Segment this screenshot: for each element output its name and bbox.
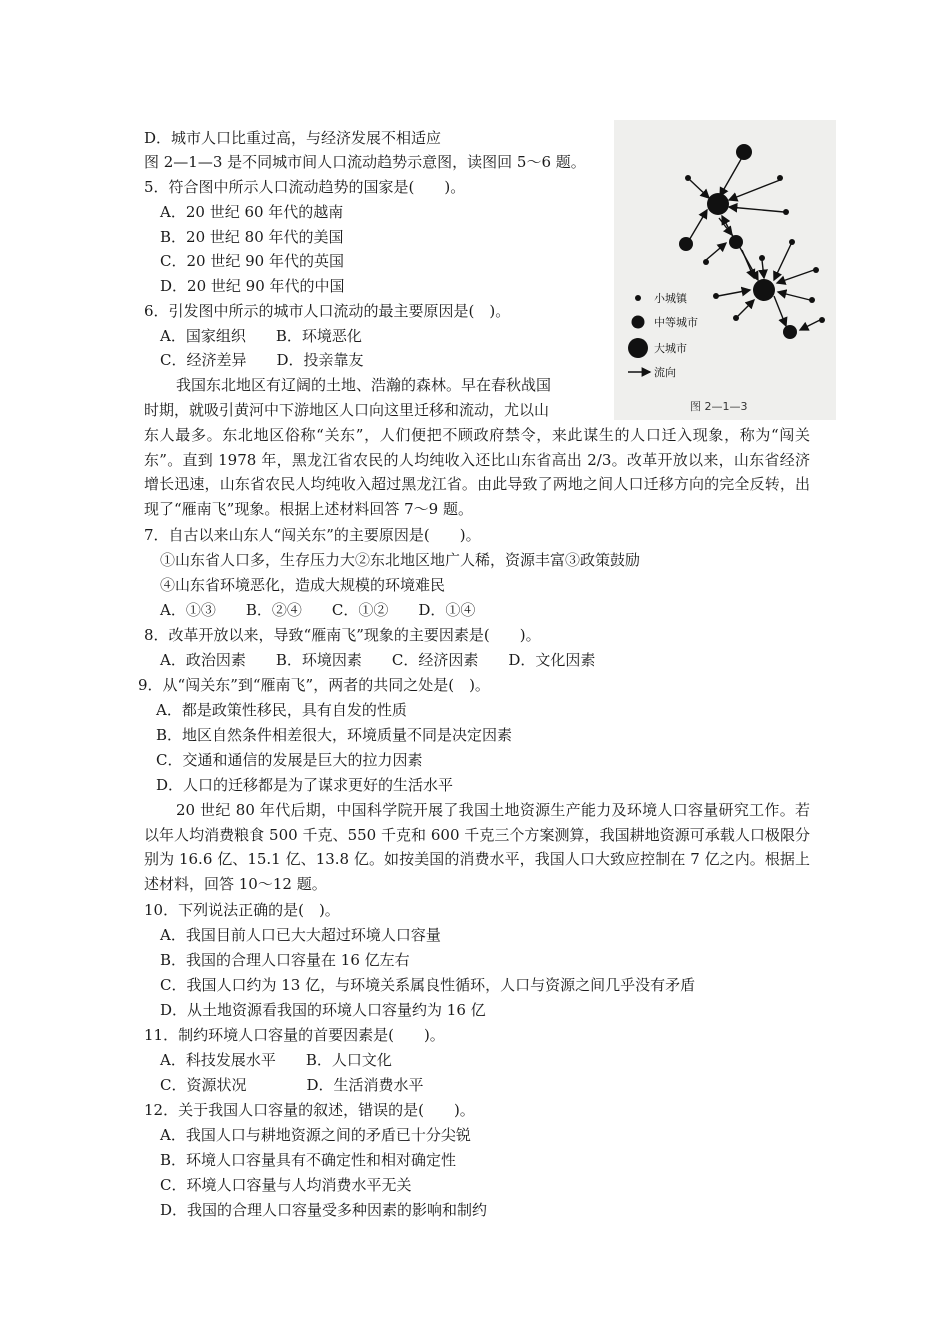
question-9-option-b: B．地区自然条件相差很大，环境质量不同是决定因素: [156, 726, 513, 744]
question-7-statements-1: ①山东省人口多，生存压力大②东北地区地广人稀，资源丰富③政策鼓励: [160, 551, 641, 569]
question-12-option-d: D．我国的合理人口容量受多种因素的影响和制约: [160, 1201, 488, 1219]
question-8-options: A．政治因素 B．环境因素 C．经济因素 D．文化因素: [160, 651, 596, 669]
question-7-statements-2: ④山东省环境恶化，造成大规模的环境难民: [160, 576, 446, 594]
legend-medium-symbol: [632, 316, 645, 329]
population-flow-figure: [614, 120, 836, 420]
question-9-option-a: A．都是政策性移民，具有自发的性质: [156, 701, 407, 719]
question-5-option-d: D．20 世纪 90 年代的中国: [160, 277, 345, 295]
question-10-option-a: A．我国目前人口已大大超过环境人口容量: [160, 926, 441, 944]
question-10: 10．下列说法正确的是( )。: [144, 901, 340, 919]
option-d-previous: D．城市人口比重过高，与经济发展不相适应: [144, 129, 442, 147]
question-7-options: A．①③ B．②④ C．①② D．①④: [160, 601, 476, 619]
question-5-option-b: B．20 世纪 80 年代的美国: [160, 228, 344, 246]
legend-small-town: 小城镇: [654, 292, 687, 305]
question-10-option-c: C．我国人口约为 13 亿，与环境关系属良性循环，人口与资源之间几乎没有矛盾: [160, 976, 696, 994]
question-9-option-d: D．人口的迁移都是为了谋求更好的生活水平: [156, 776, 454, 794]
figure-legend: [628, 291, 698, 379]
legend-large-symbol: [628, 338, 648, 358]
figure-intro: 图 2—1—3 是不同城市间人口流动趋势示意图，读图回 5～6 题。: [144, 153, 586, 171]
population-flow-diagram: [614, 120, 836, 420]
question-7: 7．自古以来山东人“闯关东”的主要原因是( )。: [144, 526, 481, 544]
question-9-option-c: C．交通和通信的发展是巨大的拉力因素: [156, 751, 423, 769]
question-5: 5．符合图中所示人口流动趋势的国家是( )。: [144, 178, 466, 196]
question-6-options-ab: A．国家组织 B．环境恶化: [160, 327, 362, 345]
question-12: 12．关于我国人口容量的叙述，错误的是( )。: [144, 1101, 475, 1119]
question-6-options-cd: C．经济差异 D．投亲靠友: [160, 351, 364, 369]
question-10-option-d: D．从土地资源看我国的环境人口容量约为 16 亿: [160, 1001, 486, 1019]
question-9: 9．从“闯关东”到“雁南飞”，两者的共同之处是( )。: [138, 676, 490, 694]
passage-1-line-1: 我国东北地区有辽阔的土地、浩瀚的森林。早在春秋战国: [176, 376, 552, 394]
question-11-options-ab: A．科技发展水平 B．人口文化: [160, 1051, 392, 1069]
passage-1-line-2: 时期，就吸引黄河中下游地区人口向这里迁移和流动，尤以山: [144, 401, 550, 419]
question-5-option-c: C．20 世纪 90 年代的英国: [160, 252, 344, 270]
legend-large-city: 大城市: [654, 342, 687, 355]
legend-medium-city: 中等城市: [654, 316, 698, 329]
legend-small-symbol: [635, 295, 641, 301]
question-6: 6．引发图中所示的城市人口流动的最主要原因是( )。: [144, 302, 511, 320]
figure-caption: 图 2—1—3: [690, 400, 748, 413]
question-12-option-a: A．我国人口与耕地资源之间的矛盾已十分尖锐: [160, 1126, 471, 1144]
question-8: 8．改革开放以来，导致“雁南飞”现象的主要因素是( )。: [144, 626, 541, 644]
passage-1-rest: 东人最多。东北地区俗称“关东”，人们便把不顾政府禁令，来此谋生的人口迁入现象，称为“闯关东”。直到 1978 年，黑龙江省农民的人均纯收入还比山东省高出 2/3。改革开放以来，山东省经济增长迅速，山东省农民人均纯收入超过黑龙江省。由此导致了两地之间人口迁移方向的完全反转，出现了“雁南飞”现象。根据上述材料回答 7～9 题。: [144, 426, 810, 518]
passage-2: 20 世纪 80 年代后期，中国科学院开展了我国土地资源生产能力及环境人口容量研究工作。若以年人均消费粮食 500 千克、550 千克和 600 千克三个方案测算，我国耕地资源可承载人口极限分别为 16.6 亿、15.1 亿、13.8 亿。如按美国的消费水平，我国人口大致应控制在 7 亿之内。根据上述材料，回答 10～12 题。: [144, 801, 810, 893]
question-12-option-c: C．环境人口容量与人均消费水平无关: [160, 1176, 412, 1194]
legend-flow: 流向: [654, 366, 676, 379]
question-5-option-a: A．20 世纪 60 年代的越南: [160, 203, 344, 221]
question-11: 11．制约环境人口容量的首要因素是( )。: [144, 1026, 445, 1044]
question-12-option-b: B．环境人口容量具有不确定性和相对确定性: [160, 1151, 457, 1169]
flow-lines: [688, 154, 820, 330]
question-10-option-b: B．我国的合理人口容量在 16 亿左右: [160, 951, 410, 969]
question-11-options-cd: C．资源状况 D．生活消费水平: [160, 1076, 424, 1094]
city-nodes: [679, 144, 825, 339]
